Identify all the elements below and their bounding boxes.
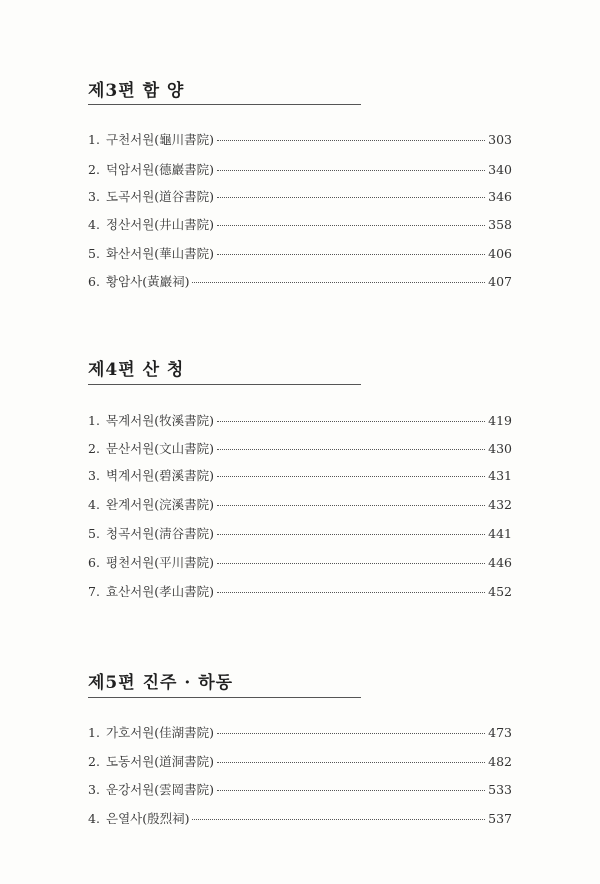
entry-page: 431 bbox=[488, 468, 512, 483]
section-title: 제5편 진주 · 하동 bbox=[88, 673, 234, 693]
entry-label: 가호서원(佳湖書院) bbox=[106, 725, 215, 740]
entry-number: 4. bbox=[88, 811, 100, 826]
leader-dots bbox=[217, 733, 485, 734]
leader-dots bbox=[217, 449, 485, 450]
entry-number: 4. bbox=[88, 497, 100, 512]
leader-dots bbox=[217, 534, 485, 535]
entry-page: 432 bbox=[488, 497, 512, 512]
entry-number: 2. bbox=[88, 441, 100, 456]
entry-label: 정산서원(井山書院) bbox=[106, 217, 215, 232]
leader-dots bbox=[217, 790, 485, 791]
leader-dots bbox=[192, 819, 485, 820]
section-divider bbox=[88, 384, 361, 385]
entry-label: 청곡서원(淸谷書院) bbox=[106, 526, 215, 541]
toc-entry[interactable] bbox=[88, 130, 512, 150]
entry-label: 목계서원(牧溪書院) bbox=[106, 413, 215, 428]
toc-entry[interactable] bbox=[88, 780, 512, 800]
section-title: 제3편 함 양 bbox=[88, 81, 185, 101]
entry-page: 430 bbox=[488, 441, 512, 456]
entry-number: 1. bbox=[88, 725, 100, 740]
leader-dots bbox=[192, 282, 485, 283]
entry-label: 화산서원(華山書院) bbox=[106, 246, 215, 261]
entry-label: 황암사(黃巖祠) bbox=[106, 274, 190, 289]
entry-number: 2. bbox=[88, 162, 100, 177]
entry-label: 덕암서원(德巖書院) bbox=[106, 162, 215, 177]
entry-label: 구천서원(龜川書院) bbox=[106, 132, 215, 147]
leader-dots bbox=[217, 140, 485, 141]
entry-page: 406 bbox=[488, 246, 512, 261]
entry-page: 340 bbox=[488, 162, 512, 177]
entry-label: 문산서원(文山書院) bbox=[106, 441, 215, 456]
toc-entry[interactable] bbox=[88, 495, 512, 515]
toc-entry[interactable] bbox=[88, 752, 512, 772]
toc-entry[interactable] bbox=[88, 187, 512, 207]
leader-dots bbox=[217, 421, 485, 422]
toc-entry[interactable] bbox=[88, 272, 512, 292]
entry-page: 473 bbox=[488, 725, 512, 740]
entry-page: 537 bbox=[488, 811, 512, 826]
entry-label: 효산서원(孝山書院) bbox=[106, 584, 215, 599]
entry-page: 446 bbox=[488, 555, 512, 570]
entry-number: 6. bbox=[88, 274, 100, 289]
entry-label: 도동서원(道洞書院) bbox=[106, 754, 215, 769]
entry-label: 벽계서원(碧溪書院) bbox=[106, 468, 215, 483]
entry-label: 운강서원(雲岡書院) bbox=[106, 782, 215, 797]
entry-number: 3. bbox=[88, 189, 100, 204]
entry-number: 6. bbox=[88, 555, 100, 570]
leader-dots bbox=[217, 563, 485, 564]
leader-dots bbox=[217, 197, 485, 198]
entry-number: 4. bbox=[88, 217, 100, 232]
entry-number: 5. bbox=[88, 526, 100, 541]
entry-page: 452 bbox=[488, 584, 512, 599]
toc-entry[interactable] bbox=[88, 466, 512, 486]
toc-entry[interactable] bbox=[88, 524, 512, 544]
leader-dots bbox=[217, 476, 485, 477]
entry-number: 1. bbox=[88, 132, 100, 147]
entry-page: 482 bbox=[488, 754, 512, 769]
entry-page: 303 bbox=[488, 132, 512, 147]
leader-dots bbox=[217, 505, 485, 506]
section-title: 제4편 산 청 bbox=[88, 360, 185, 380]
toc-entry[interactable] bbox=[88, 439, 512, 459]
toc-entry[interactable] bbox=[88, 244, 512, 264]
entry-number: 7. bbox=[88, 584, 100, 599]
entry-label: 도곡서원(道谷書院) bbox=[106, 189, 215, 204]
entry-number: 3. bbox=[88, 782, 100, 797]
entry-label: 평천서원(平川書院) bbox=[106, 555, 215, 570]
entry-page: 346 bbox=[488, 189, 512, 204]
entry-number: 5. bbox=[88, 246, 100, 261]
leader-dots bbox=[217, 254, 485, 255]
toc-entry[interactable] bbox=[88, 411, 512, 431]
entry-page: 441 bbox=[488, 526, 512, 541]
toc-entry[interactable] bbox=[88, 809, 512, 829]
entry-page: 533 bbox=[488, 782, 512, 797]
entry-page: 419 bbox=[488, 413, 512, 428]
toc-entry[interactable] bbox=[88, 160, 512, 180]
entry-label: 완계서원(浣溪書院) bbox=[106, 497, 215, 512]
entry-label: 은열사(殷烈祠) bbox=[106, 811, 190, 826]
toc-entry[interactable] bbox=[88, 582, 512, 602]
entry-number: 3. bbox=[88, 468, 100, 483]
entry-number: 2. bbox=[88, 754, 100, 769]
entry-page: 407 bbox=[488, 274, 512, 289]
leader-dots bbox=[217, 225, 485, 226]
toc-entry[interactable] bbox=[88, 723, 512, 743]
section-divider bbox=[88, 697, 361, 698]
entry-number: 1. bbox=[88, 413, 100, 428]
toc-entry[interactable] bbox=[88, 215, 512, 235]
section-divider bbox=[88, 104, 361, 105]
leader-dots bbox=[217, 762, 485, 763]
leader-dots bbox=[217, 170, 485, 171]
entry-page: 358 bbox=[488, 217, 512, 232]
leader-dots bbox=[217, 592, 485, 593]
toc-entry[interactable] bbox=[88, 553, 512, 573]
